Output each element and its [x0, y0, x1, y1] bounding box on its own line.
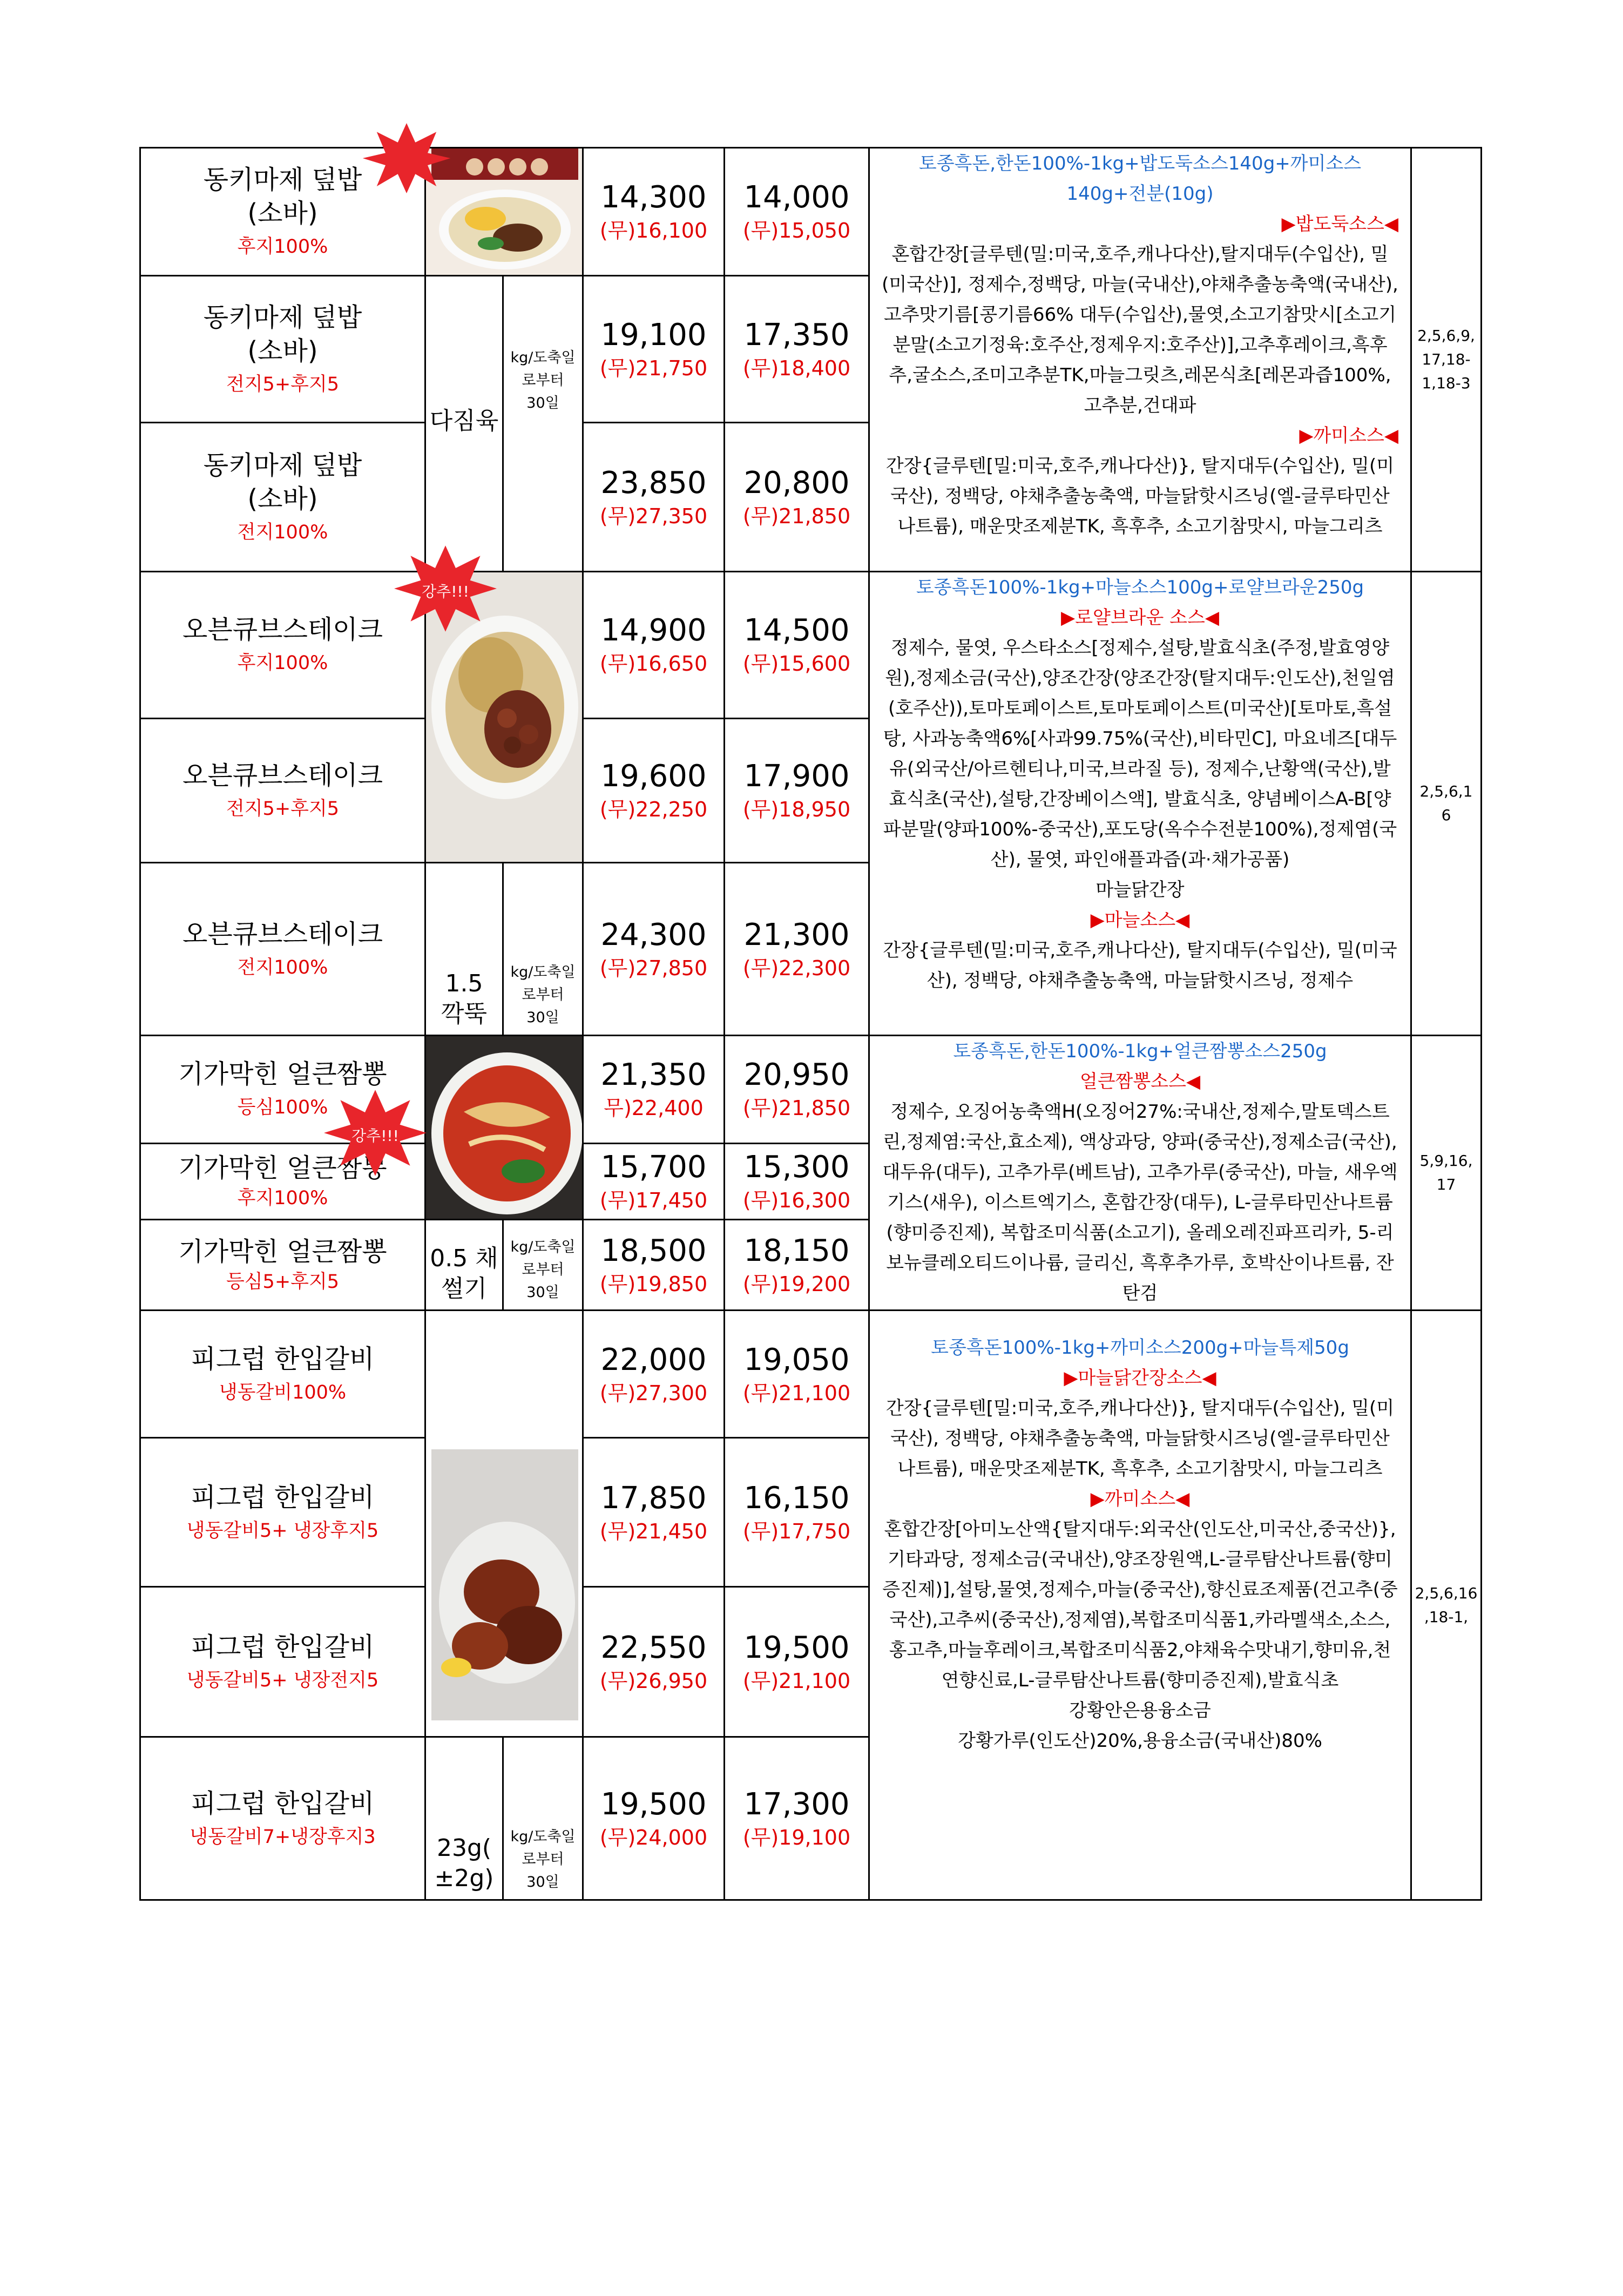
price2-cell [725, 572, 869, 719]
price2-value: 19,050 [743, 1342, 850, 1377]
product-spec: 전지5+후지5 [226, 798, 340, 820]
product-spec: 냉동갈비7+냉장후지3 [190, 1826, 376, 1848]
product-spec: 냉동갈비5+ 냉장전지5 [186, 1669, 379, 1691]
product-name: 기가막힌 얼큰짬뽕 [178, 1152, 387, 1183]
ingredients-cell [869, 148, 1411, 572]
price2-no-antibiotic: (무)21,850 [742, 1096, 851, 1120]
price2-no-antibiotic: (무)15,600 [742, 652, 851, 676]
price2-no-antibiotic: (무)18,400 [742, 356, 851, 380]
ingredient-line: 마늘닭간장 [1095, 879, 1185, 901]
ingredient-line: 강황안은용융소금 [1069, 1700, 1211, 1721]
shelf-note: kg/도축일 로부터 30일 [503, 1220, 583, 1311]
product-name-cell [140, 1587, 425, 1737]
price-no-antibiotic: (무)16,100 [599, 219, 708, 242]
price2-value: 20,800 [743, 465, 850, 501]
price-cell [583, 718, 725, 863]
price2-no-antibiotic: (무)21,100 [742, 1381, 851, 1405]
price2-no-antibiotic: (무)16,300 [742, 1188, 851, 1212]
price-cell [583, 1143, 725, 1219]
cut-unit: 1.5 깍뚝 [425, 863, 503, 1036]
product-name: 동키마제 덮밥 (소바) [203, 302, 362, 366]
price2-value: 17,300 [743, 1786, 850, 1822]
price2-value: 17,350 [743, 317, 850, 353]
price2-value: 19,500 [743, 1630, 850, 1665]
price2-no-antibiotic: (무)19,100 [742, 1825, 851, 1849]
ingredient-line: 토종흑돈,한돈100%-1kg+밥도둑소스140g+까미소스140g+전분(10g) [918, 153, 1362, 205]
price-cell [583, 148, 725, 276]
shelf-note: kg/도축일 로부터 30일 [503, 1737, 583, 1900]
ingredients-text [882, 1036, 1398, 1303]
product-spec: 냉동갈비100% [219, 1381, 347, 1403]
price2-value: 16,150 [743, 1480, 850, 1516]
ingredient-line: 간장{글루텐(밀:미국,호주,캐나다산), 탈지대두(수입산), 밀(미국산), 정백당, 야채추출농축액, 마늘닭핫시즈닝, 정제수 [883, 940, 1397, 991]
ingredient-line: 혼합간장[아미노산액{탈지대두:외국산(인도산,미국산,중국산)},기타과당, 정제소금(국내산),양조장원액,L-글루탐산나트륨(향미증진제)],설탕,물엿,정제수,마늘(중국산),향신료조제품(건고추(중국산),고추씨(중국산),정제염),복합조미식품1,카라멜색소,소스,홍고추,마늘후레이크,복합조미식품2,야채육수맛내기,향미유,천연향신료,L-글루탐산나트륨(향미증진제),발효식초 [882, 1518, 1398, 1691]
product-price-table [139, 147, 1482, 1901]
price-value: 22,000 [600, 1342, 707, 1377]
cut-unit: 23g( ±2g) [425, 1737, 503, 1900]
ingredient-line: 정제수, 물엿, 우스타소스[정제수,설탕,발효식초(주정,발효영양원),정제소금(국산),양조간장(양조간장(탈지대두:인도산),천일염(호주산)),토마토페이스트,토마토페이스트(미국산)[토마토,흑설탕, 사과농축액6%[사과99.75%(국산),비타민C], 마요네즈[대두유(외국산/아르헨티나,미국,브라질 등), 정제수,난황액(국산),발효식초(국산),설탕,간장베이스액], 발효식초, 양념베이스A-B[양파분말(양파100%-중국산),포도당(옥수수전분100%),정제염(국산), 물엿, 파인애플과즙(과·채가공품) [883, 637, 1397, 870]
price-value: 23,850 [600, 465, 707, 501]
price2-no-antibiotic: (무)21,100 [742, 1669, 851, 1693]
product-spec: 전지100% [237, 521, 328, 543]
price-value: 19,600 [600, 758, 707, 794]
cut-unit: 다짐육 [425, 276, 503, 572]
product-spec: 전지100% [237, 956, 328, 978]
price-no-antibiotic: (무)24,000 [599, 1825, 708, 1849]
product-name: 동키마제 덮밥 (소바) [203, 450, 362, 514]
shelf-note: kg/도축일 로부터 30일 [503, 276, 583, 572]
price-cell [583, 1311, 725, 1438]
product-photo [426, 1311, 582, 1732]
ingredient-line: ▶마늘닭간장소스◀ [1064, 1367, 1216, 1389]
ingredients-text [882, 1333, 1398, 1862]
product-photo-cell [425, 1311, 583, 1737]
ingredients-cell [869, 1036, 1411, 1311]
ingredients-cell [869, 572, 1411, 1036]
price2-cell [725, 1311, 869, 1438]
burst-icon [361, 123, 452, 193]
product-photo [426, 1036, 582, 1219]
price-no-antibiotic: (무)21,750 [599, 356, 708, 380]
product-name-cell [140, 1438, 425, 1587]
price2-value: 14,500 [743, 613, 850, 649]
product-spec: 등심100% [237, 1097, 328, 1119]
price2-no-antibiotic: (무)22,300 [742, 956, 851, 980]
price2-value: 17,900 [743, 758, 850, 794]
recommend-badge [394, 545, 497, 632]
price2-no-antibiotic: (무)21,850 [742, 504, 851, 528]
price-value: 21,350 [600, 1057, 707, 1093]
price-no-antibiotic: (무)27,350 [599, 504, 708, 528]
price2-no-antibiotic: (무)15,050 [742, 219, 851, 242]
price-no-antibiotic: (무)19,850 [599, 1272, 708, 1296]
product-name: 피그럽 한입갈비 [191, 1631, 375, 1662]
product-spec: 후지100% [237, 236, 328, 258]
product-name: 오븐큐브스테이크 [182, 919, 383, 949]
price-no-antibiotic: (무)27,300 [599, 1381, 708, 1405]
ingredient-line: 얼큰짬뽕소스◀ [1079, 1071, 1201, 1092]
ingredients-text [882, 572, 1398, 1031]
ingredient-line: 토종흑돈,한돈100%-1kg+얼큰짬뽕소스250g [953, 1041, 1327, 1062]
price2-cell [725, 718, 869, 863]
price2-cell [725, 1737, 869, 1900]
price-no-antibiotic: (무)27,850 [599, 956, 708, 980]
product-name-cell [140, 1311, 425, 1438]
price-value: 19,500 [600, 1786, 707, 1822]
product-spec: 후지100% [237, 652, 328, 674]
price-cell [583, 1737, 725, 1900]
recommend-badge [361, 123, 452, 193]
product-name: 피그럽 한입갈비 [191, 1788, 375, 1819]
price2-value: 15,300 [743, 1149, 850, 1185]
price-value: 15,700 [600, 1149, 707, 1185]
price-value: 22,550 [600, 1630, 707, 1665]
ingredient-line: 토종흑돈100%-1kg+까미소스200g+마늘특제50g [931, 1337, 1349, 1359]
price2-cell [725, 276, 869, 423]
price2-cell [725, 1438, 869, 1587]
table-row [140, 1311, 1482, 1438]
allergy-codes: 5,9,16, 17 [1411, 1036, 1482, 1311]
price2-value: 14,000 [743, 180, 850, 215]
ingredients-text [882, 148, 1398, 571]
product-name-cell [140, 1737, 425, 1900]
product-photo-cell [425, 1036, 583, 1220]
product-spec: 후지100% [237, 1187, 328, 1209]
allergy-codes: 2,5,6,9, 17,18- 1,18-3 [1411, 148, 1482, 572]
ingredient-line: ▶까미소스◀ [1299, 425, 1398, 447]
price-cell [583, 863, 725, 1036]
price-cell [583, 1036, 725, 1144]
price2-cell [725, 1220, 869, 1311]
price2-no-antibiotic: (무)19,200 [742, 1272, 851, 1296]
price2-value: 20,950 [743, 1057, 850, 1093]
ingredient-line: ▶까미소스◀ [1090, 1488, 1190, 1510]
price-no-antibiotic: 무)22,400 [604, 1096, 704, 1120]
recommend-badge [324, 1090, 427, 1176]
product-name: 기가막힌 얼큰짬뽕 [178, 1059, 387, 1090]
ingredient-line: 정제수, 오징어농축액H(오징어27%:국내산,정제수,말토덱스트린,정제염:국산,효소제), 액상과당, 양파(중국산),정제소금(국산), 대두유(대두), 고추가루(베트남), 고추가루(중국산), 마늘, 새우엑기스(새우), 이스트엑기스, 혼합간장(대두), L-글루타민산나트륨(향미증진제), 복합조미식품(소고기), 올레오레진파프리카, 5-리보뉴클레오티드이나륨, 글리신, 흑후추가루, 호박산이나트륨, 잔탄검 [882, 1101, 1398, 1303]
price2-no-antibiotic: (무)17,750 [742, 1519, 851, 1543]
price2-cell [725, 148, 869, 276]
price-no-antibiotic: (무)21,450 [599, 1519, 708, 1543]
table-row [140, 572, 1482, 719]
price-cell [583, 572, 725, 719]
ingredient-line: ▶밥도둑소스◀ [1281, 213, 1398, 235]
shelf-note: kg/도축일 로부터 30일 [503, 863, 583, 1036]
badge-label: 강추!!! [422, 583, 469, 600]
price-no-antibiotic: (무)16,650 [599, 652, 708, 676]
price-no-antibiotic: (무)26,950 [599, 1669, 708, 1693]
price2-cell [725, 1036, 869, 1144]
product-spec: 등심5+후지5 [226, 1271, 340, 1293]
price-no-antibiotic: (무)22,250 [599, 797, 708, 821]
ingredient-line: ▶로얄브라운 소스◀ [1060, 607, 1219, 629]
allergy-codes: 2,5,6,1 6 [1411, 572, 1482, 1036]
product-name-cell [140, 276, 425, 423]
product-name-cell [140, 863, 425, 1036]
product-spec: 냉동갈비5+ 냉장후지5 [186, 1520, 379, 1542]
price2-cell [725, 1143, 869, 1219]
price-cell [583, 1438, 725, 1587]
product-name: 기가막힌 얼큰짬뽕 [178, 1236, 387, 1267]
price2-cell [725, 1587, 869, 1737]
allergy-codes: 2,5,6,16 ,18-1, [1411, 1311, 1482, 1900]
product-name-cell [140, 572, 425, 719]
price2-no-antibiotic: (무)18,950 [742, 797, 851, 821]
price-value: 14,900 [600, 613, 707, 649]
cut-unit: 0.5 채 썰기 [425, 1220, 503, 1311]
product-name-cell [140, 718, 425, 863]
ingredient-line: 혼합간장[글루텐(밀:미국,호주,캐나다산),탈지대두(수입산), 밀(미국산)], 정제수,정백당, 마늘(국내산),야채추출농축액(국내산),고추맛기름[콩기름66% 대두(수입산),물엿,소고기참맛시[소고기분말(소고기정육:호주산,정제우지:호주산)],고추후레이크,흑후추,굴소스,조미고추분TK,마늘그릿츠,레몬식초[레몬과즙100%, 고추분,건대파 [882, 244, 1398, 416]
price-cell [583, 1220, 725, 1311]
ingredient-line: 강황가루(인도산)20%,용융소금(국내산)80% [958, 1730, 1322, 1752]
price-cell [583, 423, 725, 572]
price-cell [583, 276, 725, 423]
price-cell [583, 1587, 725, 1737]
price2-value: 21,300 [743, 917, 850, 953]
product-name: 오븐큐브스테이크 [182, 760, 383, 791]
product-name: 피그럽 한입갈비 [191, 1482, 375, 1512]
price-value: 19,100 [600, 317, 707, 353]
price-value: 24,300 [600, 917, 707, 953]
product-name: 피그럽 한입갈비 [191, 1343, 375, 1374]
price-no-antibiotic: (무)17,450 [599, 1188, 708, 1212]
product-spec: 전지5+후지5 [226, 373, 340, 395]
ingredient-line: 간장{글루텐[밀:미국,호주,캐나다산)}, 탈지대두(수입산), 밀(미국산), 정백당, 야채추출농축액, 마늘닭핫시즈닝(엘-글루타민산나트륨), 매운맛조제분TK, 흑후추, 소고기참맛시, 마늘그리츠 [885, 1397, 1395, 1480]
price-value: 17,850 [600, 1480, 707, 1516]
ingredient-line: 간장{글루텐[밀:미국,호주,캐나다산)}, 탈지대두(수입산), 밀(미국산), 정백당, 야채추출농축액, 마늘닭핫시즈닝(엘-글루타민산나트륨), 매운맛조제분TK, 흑후추, 소고기참맛시, 마늘그리츠 [885, 455, 1395, 537]
price2-value: 18,150 [743, 1233, 850, 1268]
badge-label: 강추!!! [351, 1127, 399, 1145]
product-name-cell [140, 423, 425, 572]
price-value: 14,300 [600, 180, 707, 215]
price2-cell [725, 423, 869, 572]
price2-cell [725, 863, 869, 1036]
ingredients-cell [869, 1311, 1411, 1900]
ingredient-line: 토종흑돈100%-1kg+마늘소스100g+로얄브라운250g [916, 577, 1364, 598]
product-name: 오븐큐브스테이크 [182, 614, 383, 645]
ingredient-line: ▶마늘소스◀ [1090, 909, 1190, 931]
table-row [140, 148, 1482, 276]
product-name-cell [140, 1220, 425, 1311]
price-value: 18,500 [600, 1233, 707, 1268]
product-name: 동키마제 덮밥 (소바) [203, 165, 362, 228]
